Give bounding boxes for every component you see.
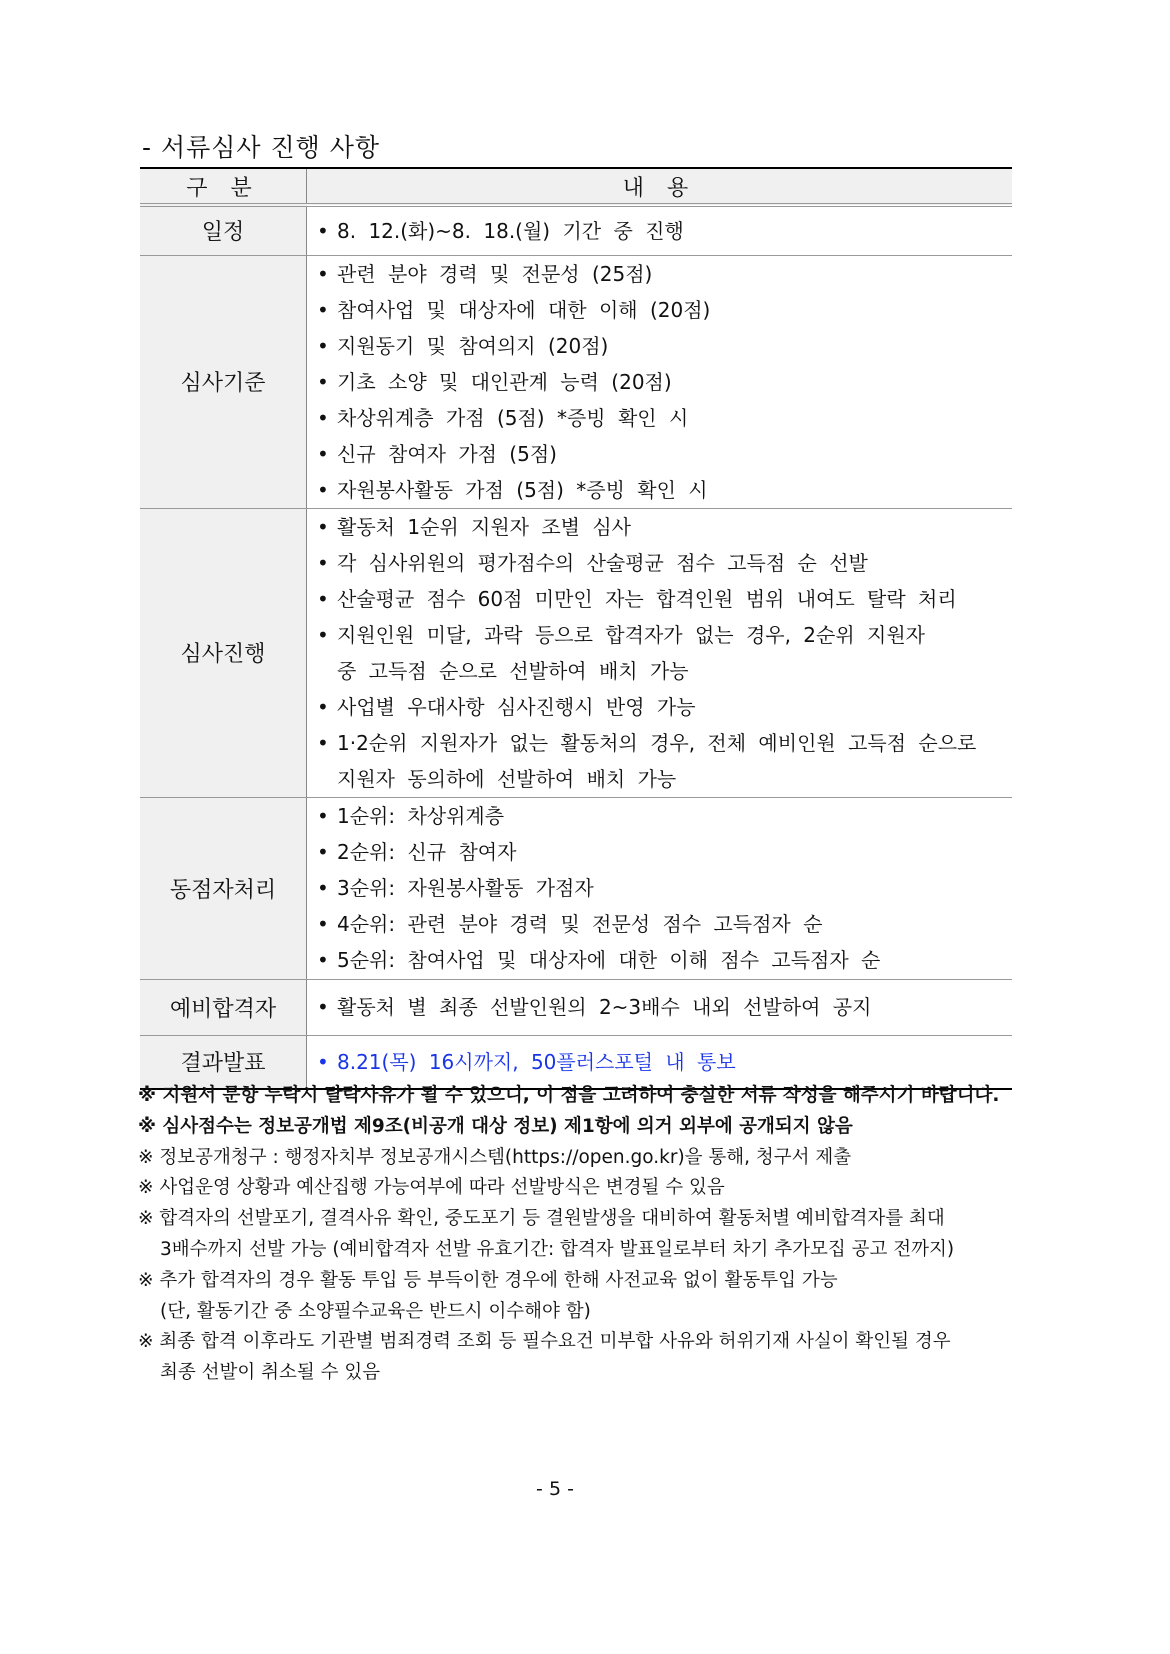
row-content bbox=[307, 255, 1013, 508]
item-text: 지원인원 미달, 과락 등으로 합격자가 없는 경우, 2순위 지원자 bbox=[337, 622, 925, 647]
list-item bbox=[317, 256, 1012, 292]
note-line bbox=[138, 1143, 1018, 1174]
item-text: 활동처 별 최종 선발인원의 2~3배수 내외 선발하여 공지 bbox=[337, 995, 872, 1019]
note-line bbox=[138, 1358, 1018, 1389]
list-item bbox=[317, 761, 1012, 797]
list-item bbox=[317, 798, 1012, 834]
note-text: 3배수까지 선발 가능 (예비합격자 선발 유효기간: 합격자 발표일로부터 차기 추가모집 공고 전까지) bbox=[160, 1238, 955, 1260]
note-line bbox=[138, 1112, 1018, 1143]
list-item bbox=[317, 689, 1012, 725]
item-text: 자원봉사활동 가점 (5점) *증빙 확인 시 bbox=[337, 477, 708, 502]
note-text: ※ 추가 합격자의 경우 활동 투입 등 부득이한 경우에 한해 사전교육 없이 활동투입 가능 bbox=[138, 1269, 838, 1291]
bullet-icon: • bbox=[317, 622, 329, 647]
row-content bbox=[307, 797, 1013, 979]
header-content: 내 용 bbox=[307, 168, 1013, 205]
note-line bbox=[138, 1266, 1018, 1297]
table-row bbox=[140, 508, 1012, 797]
note-text: ※ 정보공개청구 : 행정자치부 정보공개시스템(https://open.go.kr)을 통해, 청구서 제출 bbox=[138, 1146, 852, 1168]
row-label: 일정 bbox=[140, 205, 307, 255]
row-content bbox=[307, 508, 1013, 797]
note-line bbox=[138, 1235, 1018, 1266]
row-label: 심사진행 bbox=[140, 508, 307, 797]
list-item bbox=[317, 942, 1012, 978]
list-item bbox=[317, 870, 1012, 906]
note-text: ※ 심사점수는 정보공개법 제9조(비공개 대상 정보) 제1항에 의거 외부에 공개되지 않음 bbox=[138, 1115, 853, 1137]
note-text: 최종 선발이 취소될 수 있음 bbox=[160, 1362, 381, 1384]
list-item bbox=[317, 617, 1012, 653]
note-line bbox=[138, 1173, 1018, 1204]
item-text: 사업별 우대사항 심사진행시 반영 가능 bbox=[337, 694, 696, 719]
row-content bbox=[307, 205, 1013, 255]
note-line bbox=[138, 1327, 1018, 1358]
bullet-icon: • bbox=[317, 948, 329, 972]
screening-table bbox=[140, 167, 1012, 1090]
item-text: 관련 분야 경력 및 전문성 (25점) bbox=[337, 261, 653, 286]
item-text: 1순위: 차상위계층 bbox=[337, 804, 505, 828]
item-text: 활동처 1순위 지원자 조별 심사 bbox=[337, 514, 631, 539]
bullet-icon: • bbox=[317, 333, 329, 358]
bullet-icon: • bbox=[317, 804, 329, 828]
bullet-icon: • bbox=[317, 369, 329, 394]
item-text: 8. 12.(화)~8. 18.(월) 기간 중 진행 bbox=[337, 218, 684, 243]
row-label: 동점자처리 bbox=[140, 797, 307, 979]
item-text: 중 고득점 순으로 선발하여 배치 가능 bbox=[337, 658, 689, 683]
list-item bbox=[317, 1044, 1012, 1080]
item-text: 각 심사위원의 평가점수의 산술평균 점수 고득점 순 선발 bbox=[337, 550, 868, 575]
item-text: 4순위: 관련 분야 경력 및 전문성 점수 고득점자 순 bbox=[337, 912, 823, 936]
list-item bbox=[317, 834, 1012, 870]
item-text: 1·2순위 지원자가 없는 활동처의 경우, 전체 예비인원 고득점 순으로 bbox=[337, 730, 977, 755]
bullet-icon: • bbox=[317, 694, 329, 719]
table-row bbox=[140, 797, 1012, 979]
list-item bbox=[317, 213, 1012, 249]
item-text: 2순위: 신규 참여자 bbox=[337, 840, 517, 864]
note-text: (단, 활동기간 중 소양필수교육은 반드시 이수해야 함) bbox=[160, 1300, 591, 1322]
item-text: 산술평균 점수 60점 미만인 자는 합격인원 범위 내여도 탈락 처리 bbox=[337, 586, 957, 611]
row-label: 결과발표 bbox=[140, 1035, 307, 1089]
note-text: ※ 사업운영 상황과 예산집행 가능여부에 따라 선발방식은 변경될 수 있음 bbox=[138, 1177, 725, 1199]
list-item bbox=[317, 581, 1012, 617]
note-text: ※ 지원서 문항 누락시 탈락사유가 될 수 있으니, 이 점을 고려하여 충실한 서류 작성을 해주시기 바랍니다. bbox=[138, 1085, 1000, 1106]
bullet-icon: • bbox=[317, 514, 329, 539]
row-content bbox=[307, 979, 1013, 1035]
note-text: ※ 합격자의 선발포기, 결격사유 확인, 중도포기 등 결원발생을 대비하여 활동처별 예비합격자를 최대 bbox=[138, 1208, 945, 1230]
item-text: 5순위: 참여사업 및 대상자에 대한 이해 점수 고득점자 순 bbox=[337, 948, 881, 972]
list-item bbox=[317, 509, 1012, 545]
item-text: 신규 참여자 가점 (5점) bbox=[337, 441, 557, 466]
item-text: 기초 소양 및 대인관계 능력 (20점) bbox=[337, 369, 672, 394]
item-text: 지원자 동의하에 선발하여 배치 가능 bbox=[337, 766, 677, 791]
list-item bbox=[317, 472, 1012, 508]
list-item bbox=[317, 400, 1012, 436]
list-item bbox=[317, 653, 1012, 689]
bullet-icon: • bbox=[317, 730, 329, 755]
list-item bbox=[317, 725, 1012, 761]
bullet-icon: • bbox=[317, 405, 329, 430]
bullet-icon: • bbox=[317, 297, 329, 322]
section-title: - 서류심사 진행 사항 bbox=[142, 133, 381, 162]
table-header-row bbox=[140, 168, 1012, 205]
list-item bbox=[317, 906, 1012, 942]
item-text: 8.21(목) 16시까지, 50플러스포털 내 통보 bbox=[337, 1049, 736, 1074]
note-line bbox=[138, 1204, 1018, 1235]
table-row bbox=[140, 255, 1012, 508]
bullet-icon: • bbox=[317, 477, 329, 502]
page-number: - 5 - bbox=[536, 1478, 574, 1500]
list-item bbox=[317, 989, 1012, 1025]
list-item bbox=[317, 364, 1012, 400]
note-line bbox=[138, 1081, 1018, 1112]
bullet-icon: • bbox=[317, 912, 329, 936]
item-text: 지원동기 및 참여의지 (20점) bbox=[337, 333, 609, 358]
note-text: ※ 최종 합격 이후라도 기관별 범죄경력 조회 등 필수요건 미부합 사유와 허위기재 사실이 확인될 경우 bbox=[138, 1331, 951, 1353]
bullet-icon: • bbox=[317, 550, 329, 575]
item-text: 3순위: 자원봉사활동 가점자 bbox=[337, 876, 594, 900]
list-item bbox=[317, 292, 1012, 328]
table-row bbox=[140, 979, 1012, 1035]
bullet-icon: • bbox=[317, 876, 329, 900]
list-item bbox=[317, 328, 1012, 364]
list-item bbox=[317, 545, 1012, 581]
bullet-icon: • bbox=[317, 586, 329, 611]
item-text: 참여사업 및 대상자에 대한 이해 (20점) bbox=[337, 297, 711, 322]
row-label: 예비합격자 bbox=[140, 979, 307, 1035]
table-row bbox=[140, 205, 1012, 255]
notes-section bbox=[138, 1081, 1018, 1389]
bullet-icon: • bbox=[317, 218, 329, 243]
note-line bbox=[138, 1297, 1018, 1328]
bullet-icon: • bbox=[317, 261, 329, 286]
bullet-icon: • bbox=[317, 1049, 329, 1074]
list-item bbox=[317, 436, 1012, 472]
item-text: 차상위계층 가점 (5점) *증빙 확인 시 bbox=[337, 405, 689, 430]
bullet-icon: • bbox=[317, 840, 329, 864]
row-label: 심사기준 bbox=[140, 255, 307, 508]
bullet-icon: • bbox=[317, 995, 329, 1019]
header-category: 구 분 bbox=[140, 168, 307, 205]
bullet-icon: • bbox=[317, 441, 329, 466]
